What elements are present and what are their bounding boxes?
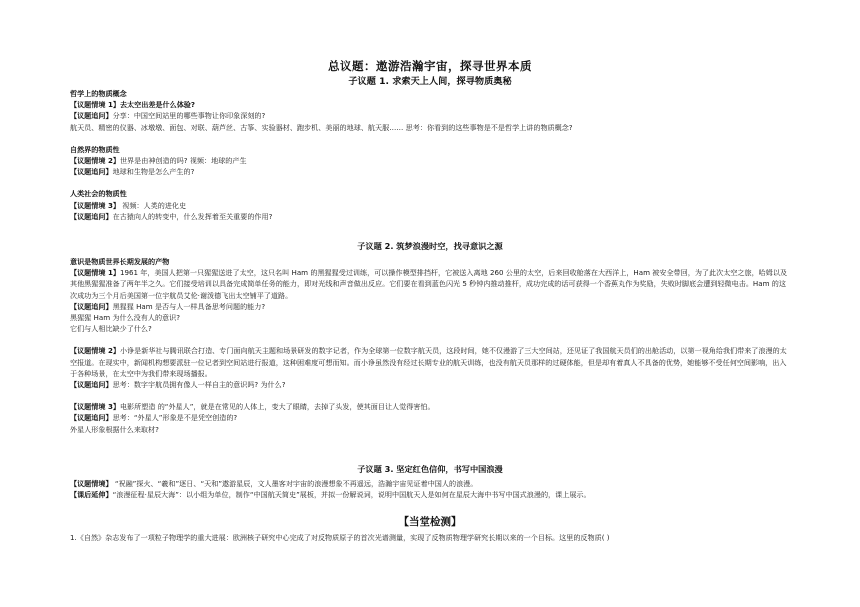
- subtopic-1-section: [70, 88, 790, 222]
- issue-text: 分享：中国空间站里的哪些事物让你印象深刻的?: [112, 111, 266, 121]
- body-text: 航天员、精密的仪器、冰墩墩、面包、对联、葫芦丝、古筝、实验器材、跑步机、美丽的地球、航天服…… 思考：你看到的这些事物是不是哲学上讲的物质概念?: [70, 122, 573, 132]
- test-question-1: 1.《自然》杂志发布了一项粒子物理学的重大进展：欧洲核子研究中心完成了对反物质原子的首次光谱测量，实现了反物质物理学研究长期以来的一个目标。这里的反物质( ): [70, 533, 610, 542]
- in-class-test-section: [70, 532, 790, 543]
- issue-text: 1961 年，美国人把第一只猩猩送进了太空，这只名叫 Ham 的黑猩猩受过训练，可以操作模型排挡杆，它被送入离地 260 公里的太空，后来回收舱落在大西洋上，Ham 被安全带回，为了此次太空之旅，哈姆以及其他黑猩猩准备了两年半之久。它们接受培训以具备完成简单任务的能力，即对光线和声音做出反应。它们要在看到蓝色闪光 5 秒钟内推动推杆，成功完成的话可获得一个香蕉丸作为奖励，失败时脚底会遭到轻微电击。Ham 的这次成功为三个月后美国第一位宇航员艾伦·谢泼德飞出太空铺平了道路。: [70, 268, 788, 300]
- issue-situation-line: [70, 478, 790, 489]
- issue-question-line: [70, 110, 790, 121]
- issue-text: 思考：“外星人”形象是不是凭空创造的?: [112, 413, 238, 423]
- issue-text: 在古猿向人的转变中，什么发挥着至关重要的作用?: [112, 211, 273, 221]
- subtopic-3-title: 子议题 3. 坚定红色信仰，书写中国浪漫: [357, 464, 503, 474]
- issue-question-line: [70, 166, 790, 177]
- subtopic-3-section: [70, 478, 790, 500]
- subtopic-2-section: [70, 256, 790, 435]
- issue-text: 地球和生物是怎么产生的?: [112, 167, 195, 177]
- section-heading: 自然界的物质性: [70, 144, 120, 154]
- issue-question-line: [70, 379, 790, 390]
- issue-question-line: [70, 301, 790, 312]
- issue-text: 视频：人类的进化史: [119, 200, 187, 210]
- issue-tag: 【议题追问】: [70, 413, 113, 423]
- issue-situation-paragraph: [70, 267, 790, 301]
- issue-text: 黑猩猩 Ham 是否与人一样具备思考问题的能力?: [112, 301, 266, 311]
- issue-tag: 【议题情境 3】: [70, 200, 120, 210]
- issue-question-line: [70, 211, 790, 222]
- in-class-test-title: 【当堂检测】: [398, 516, 462, 528]
- section-heading: 哲学上的物质概念: [70, 89, 127, 98]
- issue-text: 世界是由神创造的吗? 视频：地球的产生: [119, 156, 247, 166]
- issue-tag: 【议题追问】: [70, 301, 113, 311]
- issue-tag: 【议题追问】: [70, 211, 113, 221]
- issue-tag: 【议题情境 1】: [70, 268, 120, 278]
- issue-question-line: [70, 412, 790, 423]
- issue-text: 去太空出差是什么体验?: [119, 100, 196, 110]
- issue-situation-line: [70, 200, 790, 211]
- issue-situation-line: [70, 99, 790, 110]
- body-text: 外星人形象根据什么来取材?: [70, 424, 159, 434]
- issue-tag: 【议题情境 3】: [70, 402, 120, 412]
- after-class-extension-line: [70, 489, 790, 500]
- issue-situation-paragraph: [70, 345, 790, 379]
- issue-tag: 【课后延伸】: [70, 490, 113, 500]
- issue-text: 电影所塑造 的“外星人”，就是在常见的人体上，变大了眼睛，去掉了头发，使其面目让人觉得害怕。: [119, 402, 435, 412]
- issue-text: 小诤是新华社与腾讯联合打造、专门面向航天主题和场景研发的数字记者，作为全球第一位数字航天员，这段时间，她不仅漫游了三大空间站，还见证了我国航天员们的出舱活动，以第一视角给我们带来了浪漫的太空报道。在现实中，新闻机构想要派驻一位记者到空间站进行报道，这种困难度可想而知。而小诤虽然没有经过长期专业的航天训练，也没有航天员那样的过硬体能，但是却有着真人不具备的优势，她能够不受任何空间影响，出入于各种场景，在太空中为我们带来现场播报。: [70, 346, 787, 378]
- issue-tag: 【议题情境 2】: [70, 346, 120, 356]
- issue-text: “祝融”探火、“羲和”逐日、“天和”遨游星辰，文人墨客对宇宙的浪漫想象不再遥远，浩瀚宇宙见证着中国人的浪漫。: [112, 479, 478, 488]
- main-title: 总议题：遨游浩瀚宇宙，探寻世界本质: [328, 59, 532, 73]
- issue-tag: 【议题情境 2】: [70, 156, 120, 166]
- issue-tag: 【议题情境 1】: [70, 100, 120, 110]
- body-text: 黑猩猩 Ham 为什么没有人的意识?: [70, 313, 180, 323]
- issue-text: 思考：数字宇航员拥有像人一样自主的意识吗? 为什么?: [112, 380, 286, 390]
- body-text: 它们与人相比缺少了什么?: [70, 324, 152, 334]
- issue-tag: 【议题追问】: [70, 111, 113, 121]
- section-heading: 意识是物质世界长期发展的产物: [70, 257, 170, 266]
- issue-text: “浪漫征程·星辰大海”：以小组为单位，制作“中国航天简史”展板，并拟一份解说词，说明中国航天人是如何在星辰大海中书写中国式浪漫的，课上展示。: [112, 490, 591, 500]
- issue-tag: 【议题追问】: [70, 167, 113, 177]
- section-heading: 人类社会的物质性: [70, 189, 127, 199]
- issue-tag: 【议题追问】: [70, 380, 113, 390]
- issue-tag: 【议题情境】: [70, 479, 113, 488]
- subtopic-2-title: 子议题 2. 筑梦浪漫时空，找寻意识之源: [357, 241, 503, 251]
- issue-situation-line: [70, 155, 790, 166]
- subtopic-1-title: 子议题 1. 求索天上人间，探寻物质奥秘: [348, 76, 512, 87]
- issue-situation-line: [70, 401, 790, 412]
